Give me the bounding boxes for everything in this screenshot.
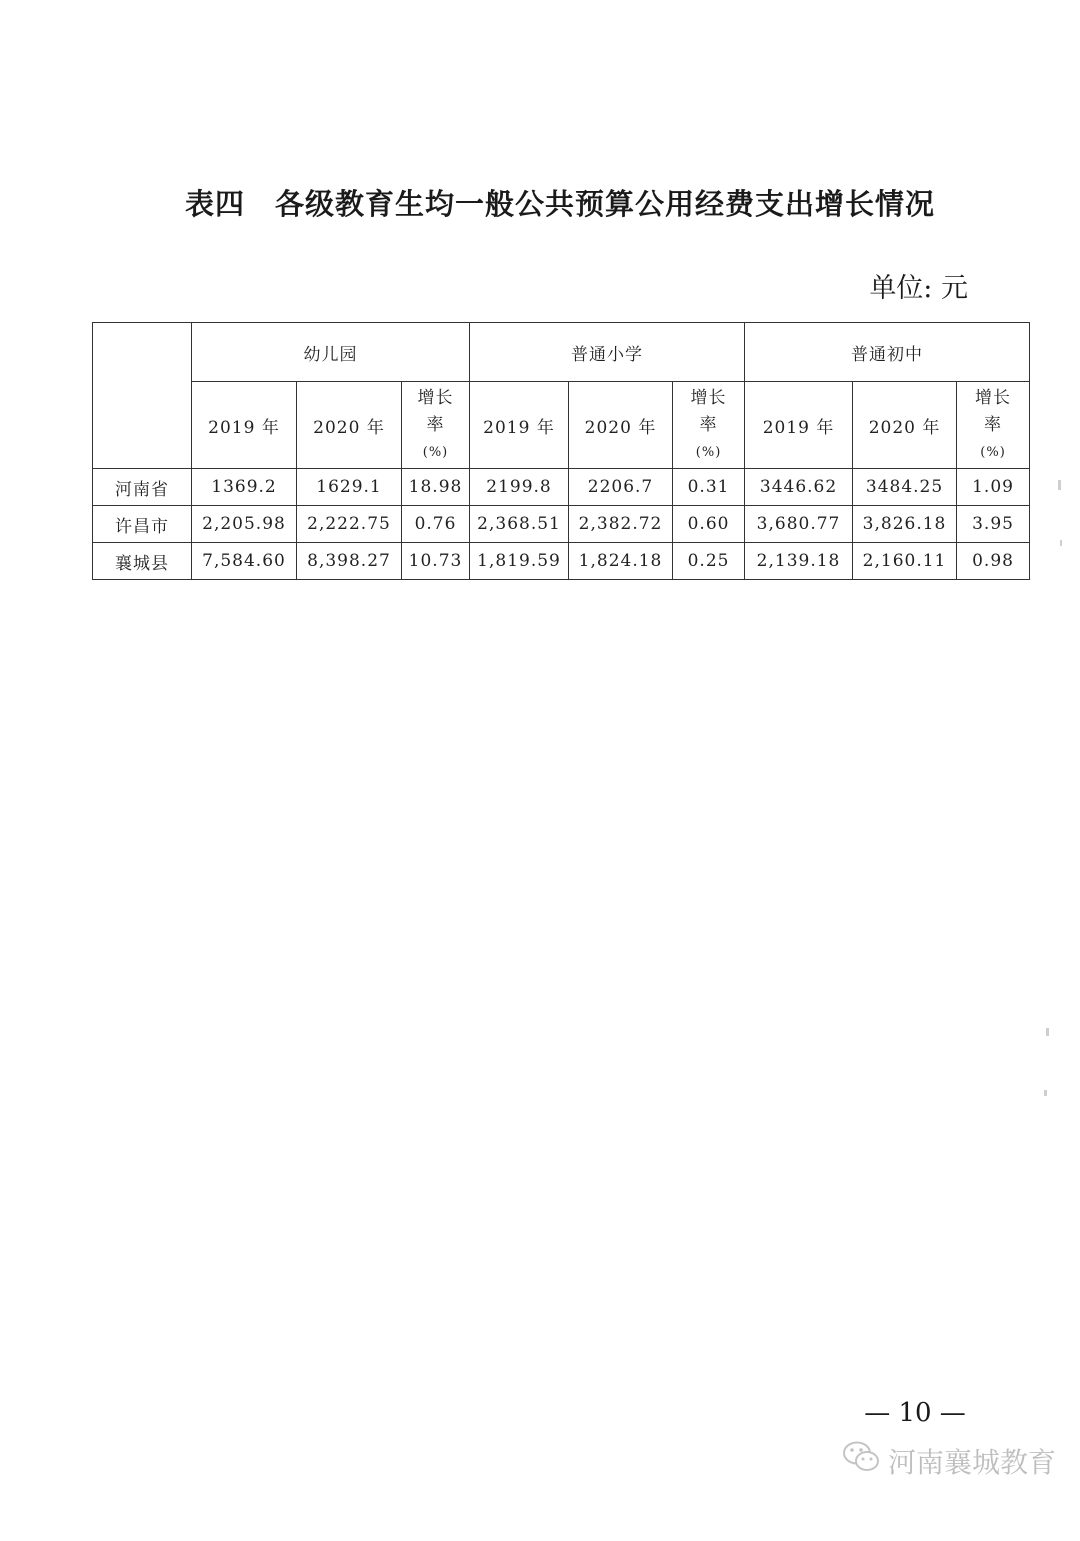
- value-cell: 3484.25: [853, 469, 957, 506]
- col-header-2020: 2020 年: [853, 382, 957, 469]
- rate-label-line2: 率: [426, 414, 445, 435]
- data-table: [92, 322, 1030, 580]
- region-cell: 襄城县: [93, 543, 192, 580]
- value-cell: 3,826.18: [853, 506, 957, 543]
- col-header-2019: 2019 年: [745, 382, 853, 469]
- value-cell: 2,368.51: [470, 506, 569, 543]
- rate-label-line2: 率: [699, 414, 718, 435]
- table-row: [93, 469, 1030, 506]
- region-cell: 河南省: [93, 469, 192, 506]
- rate-label-line1: 增长: [975, 387, 1012, 408]
- col-header-2019: 2019 年: [470, 382, 569, 469]
- sub-header-row: [93, 382, 1030, 469]
- value-cell: 1,819.59: [470, 543, 569, 580]
- value-cell: 18.98: [402, 469, 470, 506]
- page-number: — 10 —: [864, 1398, 966, 1428]
- watermark: [842, 1440, 1056, 1481]
- value-cell: 2199.8: [470, 469, 569, 506]
- col-header-2019: 2019 年: [192, 382, 297, 469]
- group-header-junior-middle: 普通初中: [745, 323, 1030, 382]
- rate-label-line3: (%): [980, 444, 1006, 460]
- corner-cell: [93, 323, 192, 469]
- group-header-row: [93, 323, 1030, 382]
- value-cell: 3446.62: [745, 469, 853, 506]
- value-cell: 3,680.77: [745, 506, 853, 543]
- value-cell: 0.98: [957, 543, 1030, 580]
- rate-label-line3: (%): [422, 444, 449, 460]
- scan-speck: [1044, 1090, 1047, 1096]
- group-header-primary: 普通小学: [470, 323, 745, 382]
- col-header-2020: 2020 年: [569, 382, 673, 469]
- region-cell: 许昌市: [93, 506, 192, 543]
- value-cell: 3.95: [957, 506, 1030, 543]
- value-cell: 2,205.98: [192, 506, 297, 543]
- rate-label-line1: 增长: [417, 387, 454, 408]
- group-header-kindergarten: 幼儿园: [192, 323, 470, 382]
- value-cell: 2206.7: [569, 469, 673, 506]
- value-cell: 1369.2: [192, 469, 297, 506]
- unit-label: 单位: 元: [869, 273, 968, 304]
- value-cell: 8,398.27: [297, 543, 402, 580]
- scan-speck: [1060, 540, 1062, 546]
- col-header-2020: 2020 年: [297, 382, 402, 469]
- table-row: [93, 506, 1030, 543]
- rate-label-line1: 增长: [690, 387, 727, 408]
- value-cell: 1.09: [957, 469, 1030, 506]
- watermark-text: 河南襄城教育: [888, 1445, 1057, 1479]
- col-header-growth-rate: [402, 382, 470, 469]
- value-cell: 0.60: [673, 506, 745, 543]
- value-cell: 1,824.18: [569, 543, 673, 580]
- value-cell: 0.25: [673, 543, 745, 580]
- rate-label-line3: (%): [695, 444, 722, 460]
- scan-speck: [1058, 480, 1061, 490]
- page-title: 表四 各级教育生均一般公共预算公用经费支出增长情况: [184, 187, 935, 221]
- col-header-growth-rate: [957, 382, 1030, 469]
- scan-speck: [1046, 1028, 1049, 1036]
- table-row: [93, 543, 1030, 580]
- wechat-icon: [842, 1440, 880, 1481]
- value-cell: 2,139.18: [745, 543, 853, 580]
- rate-label-line2: 率: [984, 414, 1003, 435]
- col-header-growth-rate: [673, 382, 745, 469]
- value-cell: 2,382.72: [569, 506, 673, 543]
- value-cell: 7,584.60: [192, 543, 297, 580]
- value-cell: 0.76: [402, 506, 470, 543]
- value-cell: 1629.1: [297, 469, 402, 506]
- value-cell: 10.73: [402, 543, 470, 580]
- value-cell: 0.31: [673, 469, 745, 506]
- value-cell: 2,222.75: [297, 506, 402, 543]
- value-cell: 2,160.11: [853, 543, 957, 580]
